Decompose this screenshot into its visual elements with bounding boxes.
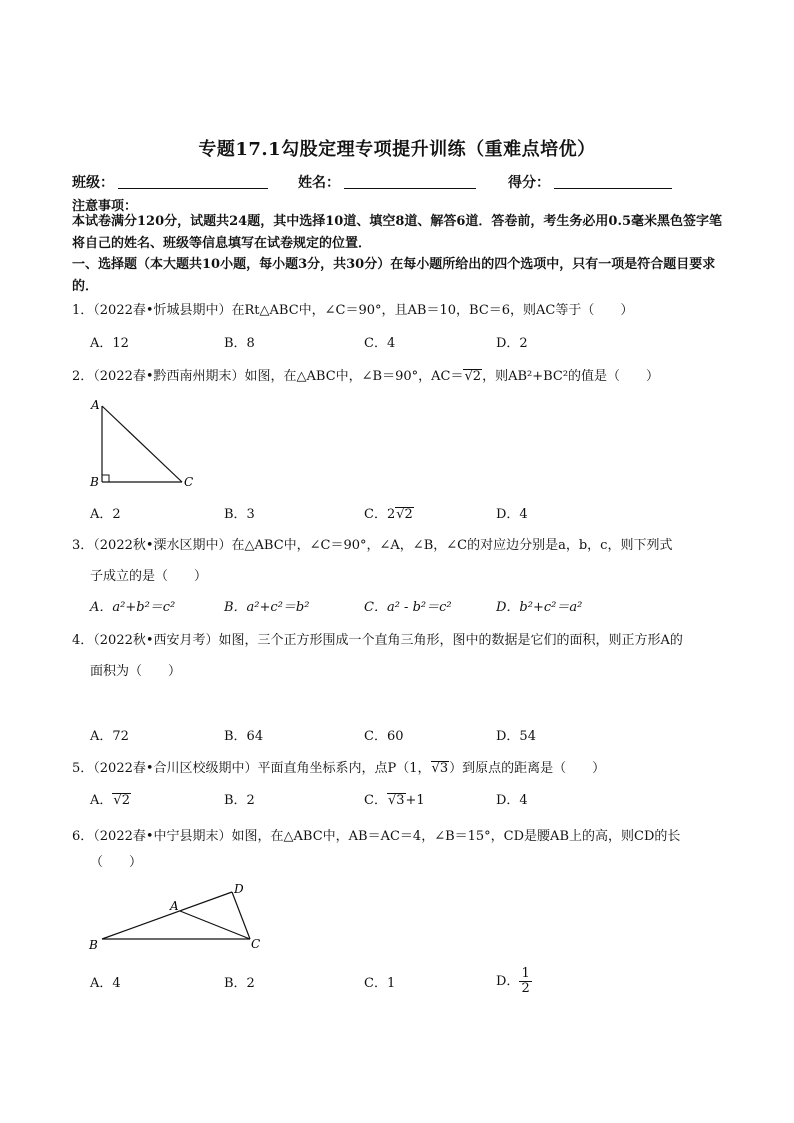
- q2-option-b[interactable]: B．3: [224, 507, 255, 522]
- q6-label-b: B: [89, 938, 98, 952]
- question-1-text: 1．（2022春•忻城县期中）在Rt△ABC中，∠C＝90°，且AB＝10，BC＝6，则AC等于（ ）: [72, 303, 634, 318]
- q1-option-c[interactable]: C．4: [364, 336, 396, 351]
- question-2-options: [90, 504, 690, 526]
- question-3-line-1: 3．（2022秋•溧水区期中）在△ABC中，∠C＝90°，∠A，∠B，∠C的对应边分别是a，b，c，则下列式: [72, 538, 673, 553]
- q6-option-b[interactable]: B．2: [224, 976, 255, 991]
- q6-option-d[interactable]: D． $\frac{1}{2}$: [496, 966, 530, 996]
- q4-option-c[interactable]: C．60: [364, 729, 404, 744]
- q2-right-triangle-figure: [86, 396, 206, 494]
- q2-option-d[interactable]: D．4: [496, 507, 528, 522]
- q6-label-c: C: [251, 937, 261, 951]
- score-field: [508, 172, 672, 192]
- q5-option-d[interactable]: D．4: [496, 793, 528, 808]
- notes-title: 注意事项：: [72, 199, 138, 214]
- q5-text-before: 5．（2022春•合川区校级期中）平面直角坐标系内，点P（1，: [72, 761, 431, 776]
- q2-label-a: A: [91, 398, 100, 412]
- score-label: 得分：: [508, 175, 550, 191]
- question-3-options: [90, 597, 690, 619]
- q6-height-cd: [232, 892, 250, 939]
- q6-label-a: A: [170, 899, 179, 913]
- q5-option-c[interactable]: C．√3+1: [364, 793, 425, 808]
- q4-option-a[interactable]: A．72: [90, 729, 129, 744]
- q4-option-d[interactable]: D．54: [496, 729, 536, 744]
- q2-sqrt: √2: [464, 369, 482, 384]
- q6-option-c[interactable]: C．1: [364, 976, 396, 991]
- q5-sqrt: √3: [431, 761, 449, 776]
- q4-option-b[interactable]: B．64: [224, 729, 264, 744]
- name-label: 姓名：: [298, 175, 340, 191]
- q6-line-bd: [102, 892, 232, 939]
- q5-text-after: ）到原点的距离是（ ）: [449, 761, 606, 776]
- question-6-options: [90, 966, 690, 996]
- q6-option-d-fraction: $\frac{1}{2}$: [521, 966, 530, 996]
- q2-text-before: 2．（2022春•黔西南州期末）如图，在△ABC中，∠B＝90°，AC＝: [72, 369, 464, 384]
- q3-option-a[interactable]: A．a²+b²＝c²: [90, 600, 176, 615]
- name-blank[interactable]: [344, 174, 476, 189]
- name-field: [298, 172, 476, 192]
- class-blank[interactable]: [118, 174, 268, 189]
- question-4-options: [90, 726, 690, 748]
- q2-right-angle-mark: [102, 475, 109, 482]
- q3-option-c[interactable]: C．a² - b²＝c²: [364, 600, 452, 615]
- q1-option-b[interactable]: B．8: [224, 336, 255, 351]
- q1-option-a[interactable]: A．12: [90, 336, 129, 351]
- score-blank[interactable]: [554, 174, 672, 189]
- class-label: 班级：: [72, 175, 114, 191]
- question-4-line-1: 4．（2022秋•西安月考）如图，三个正方形围成一个直角三角形，图中的数据是它们的面积，则正方形A的: [72, 633, 683, 648]
- section-heading: 一、选择题（本大题共10小题，每小题3分，共30分）在每小题所给出的四个选项中，只有一项是符合题目要求的．: [72, 257, 716, 294]
- question-2-text: [72, 366, 732, 388]
- question-6-line-1: 6．（2022春•中宁县期末）如图，在△ABC中，AB＝AC＝4，∠B＝15°，CD是腰AB上的高，则CD的长: [72, 829, 681, 844]
- question-3-line-2: 子成立的是（ ）: [90, 569, 208, 584]
- question-1-options: [90, 333, 690, 355]
- q2-text-after: ，则AB²+BC²的值是（ ）: [482, 369, 660, 384]
- q6-side-ac: [180, 911, 250, 939]
- q3-option-d[interactable]: D．b²+c²＝a²: [496, 600, 583, 615]
- question-4-line-2: 面积为（ ）: [90, 664, 182, 679]
- class-field: [72, 172, 268, 192]
- q2-option-c[interactable]: C．2√2: [364, 507, 413, 522]
- q5-option-b[interactable]: B．2: [224, 793, 255, 808]
- page-title: 专题17.1勾股定理专项提升训练（重难点培优）: [198, 139, 596, 160]
- q2-label-b: B: [90, 475, 99, 489]
- question-6-line-2: （ ）: [90, 855, 143, 870]
- q6-label-d: D: [234, 882, 244, 896]
- q2-option-a[interactable]: A．2: [90, 507, 121, 522]
- question-5-text: [72, 758, 732, 780]
- q2-side-ac: [102, 406, 182, 482]
- q6-option-a[interactable]: A．4: [90, 976, 121, 991]
- q5-option-a[interactable]: A．√2: [90, 793, 130, 808]
- q1-option-d[interactable]: D．2: [496, 336, 528, 351]
- q2-label-c: C: [184, 475, 194, 489]
- q3-option-b[interactable]: B．a²+c²＝b²: [224, 600, 310, 615]
- q6-triangle-figure: [86, 880, 276, 952]
- question-5-options: [90, 790, 690, 812]
- notes-body: 本试卷满分120分，试题共24题，其中选择10道、填空8道、解答6道．答卷前，考生务必用0.5毫米黑色签字笔将自己的姓名、班级等信息填写在试卷规定的位置．: [72, 214, 723, 251]
